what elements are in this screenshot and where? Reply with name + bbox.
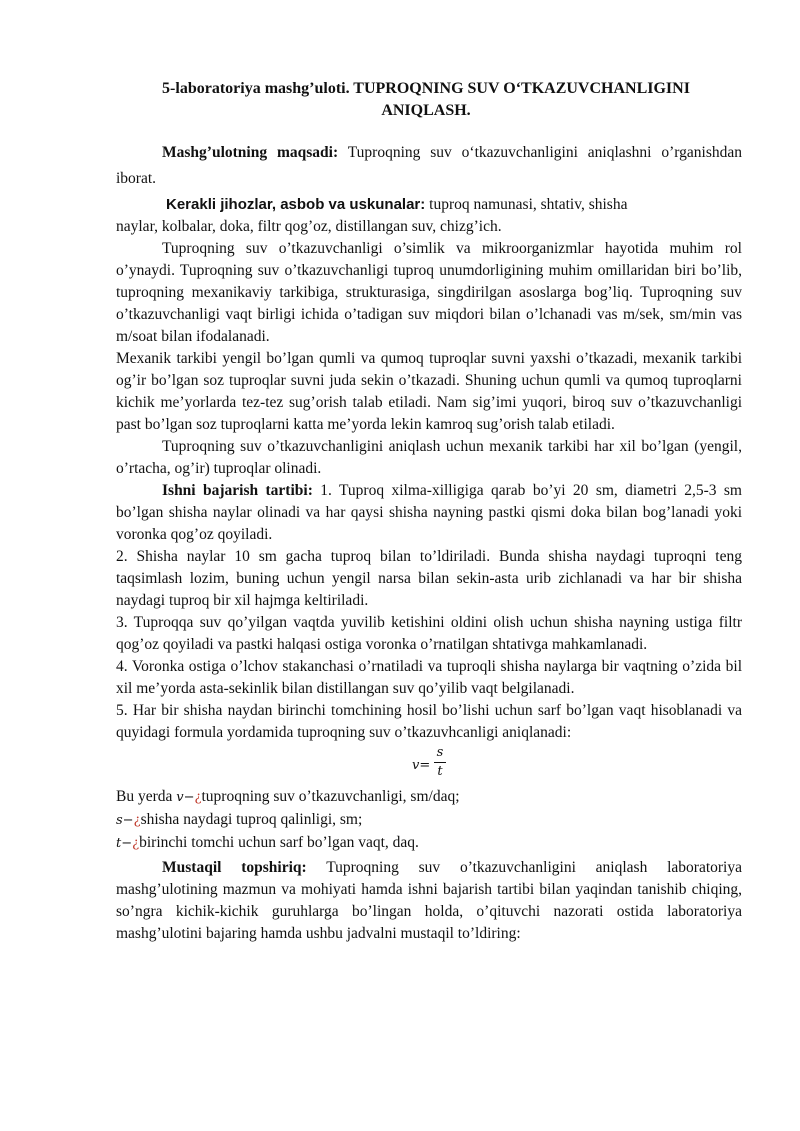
paragraph-2: Mexanik tarkibi yengil bo’lgan qumli va qumoq tuproqlar suvni yaxshi o’tkazadi, mexanik tarkibi og’ir bo’lgan soz tuproqlar suvni juda sekin o’tkazadi. Shuning uchun qumli va qumoq tuproqlarni kichik me’yorlarda tez-tez sug’orish talab etiladi. Nam sig’imi yuqori, biroq suv o’tkazuvchanligi past bo’lgan soz tuproqlarni katta me’yorda lekin kamroq sug’orish talab etiladi. <box>116 350 742 433</box>
goal-text: Tuproqning suv o‘tkazuvchanligini aniqlashni o’rganishdan iborat. <box>116 144 742 187</box>
formula-fraction <box>434 744 446 781</box>
document-body <box>116 140 742 945</box>
procedure-step-1 <box>116 480 742 546</box>
page-title <box>108 78 744 122</box>
tools-line-1 <box>116 194 742 216</box>
legend-s-text: shisha naydagi tuproq qalinligi, sm; <box>140 811 363 828</box>
legend-v-mark: ¿ <box>194 790 202 805</box>
tools-line-2: naylar, kolbalar, doka, filtr qog’oz, distillangan suv, chizg’ich. <box>116 218 502 235</box>
legend-intro: Bu yerda <box>116 788 177 805</box>
procedure-step-1-text: 1. Tuproq xilma-xilligiga qarab bo’yi 20 sm, diametri 2,5-3 sm bo’lgan shisha naylar olinadi va har qaysi shisha nayning pastki qismi doka bilan bog’lanadi yoki voronka qog’oz qoyiladi. <box>116 482 742 543</box>
formula-numerator: s <box>436 745 444 760</box>
goal-label: Mashg’ulotning maqsadi: <box>162 144 339 161</box>
task-text: Tuproqning suv o’tkazuvchanligini aniqlash laboratoriya mashg’ulotining mazmun va mohiyati hamda ishni bajarish tartibi bilan yaqindan tanishib chiqing, so’ngra kichik-kichik guruhlarga bo’lingan holda, o’qituvchi nazorati ostida laboratoriya mashg’ulotini bajaring hamda ushbu jadvalni mustaqil to’ldiring: <box>116 859 742 942</box>
procedure-step-3: 3. Tuproqqa suv qo’yilgan vaqtda yuvilib ketishini oldini olish uchun shisha nayning ustiga filtr qog’oz qoyiladi va pastki halqasi ostiga voronka o’rnatilgan shtativga mahkamlanadi. <box>116 614 742 653</box>
goal-paragraph <box>116 140 742 192</box>
task-label: Mustaqil topshiriq: <box>162 859 307 876</box>
procedure-step-4: 4. Voronka ostiga o’lchov stakanchasi o’rnatiladi va tuproqli shisha naylarga bir vaqtning o’zida bil xil me’yorda asta-sekinlik bilan distillangan suv qo’yilib vaqt belgilanadi. <box>116 658 742 697</box>
procedure-step-5: 5. Har bir shisha naydan birinchi tomchining hosil bo’lishi uchun sarf bo’lgan vaqt hisoblanadi va quyidagi formula yordamida tuproqning suv o’tkazuvhcanligi aniqlanadi: <box>116 702 742 741</box>
legend-v-text: tuproqning suv o’tkazuvchanligi, sm/daq; <box>201 788 460 805</box>
legend-s-symbol: s− <box>116 813 134 828</box>
formula-denominator: t <box>434 762 446 781</box>
tools-text: tuproq namunasi, shtativ, shisha <box>425 196 628 213</box>
legend-t-symbol: t− <box>116 836 133 851</box>
paragraph-1: Tuproqning suv o’tkazuvchanligi o’simlik va mikroorganizmlar hayotida muhim rol o’ynaydi. Tuproqning suv o’tkazuvchanligi tuproq unumdorligining muhim omillaridan biri bo’lib, tuproqning mexanikaviy tarkibiga, strukturasiga, singdirilgan asoslarga bog’liq. Tuproqning suv o’tkazuvchanligi vaqt birligi ichida o’tadigan suv miqdori bilan o’lchanadi vas m/sek, sm/min vas m/soat bilan ifodalanadi. <box>116 240 742 345</box>
title-line-1: 5-laboratoriya mashg’uloti. TUPROQNING SUV O‘TKAZUVCHANLIGINI <box>162 80 690 97</box>
legend-v <box>116 786 742 809</box>
paragraph-3: Tuproqning suv o’tkazuvchanligini aniqlash uchun mexanik tarkibi har xil bo’lgan (yengil, o’rtacha, og’ir) tuproqlar olinadi. <box>116 438 742 477</box>
legend-t-text: birinchi tomchi uchun sarf bo’lgan vaqt, daq. <box>139 834 419 851</box>
legend-t <box>116 832 742 855</box>
formula <box>116 744 742 786</box>
formula-lhs: v= <box>412 758 431 773</box>
legend-v-symbol: v− <box>176 790 195 805</box>
procedure-label: Ishni bajarish tartibi: <box>162 482 313 499</box>
task-paragraph <box>116 857 742 945</box>
legend-s-mark: ¿ <box>133 813 141 828</box>
legend-t-mark: ¿ <box>132 836 140 851</box>
legend-s <box>116 809 742 832</box>
title-line-2: ANIQLASH. <box>381 102 471 119</box>
procedure-step-2: 2. Shisha naylar 10 sm gacha tuproq bilan to’ldiriladi. Bunda shisha naydagi tuproqni teng taqsimlash lozim, buning uchun yengil narsa bilan sekin-asta urib zichlanadi va har bir shisha naydagi tuproq bir xil hajmga keltiriladi. <box>116 548 742 609</box>
tools-label: Kerakli jihozlar, asbob va uskunalar: <box>166 196 426 213</box>
